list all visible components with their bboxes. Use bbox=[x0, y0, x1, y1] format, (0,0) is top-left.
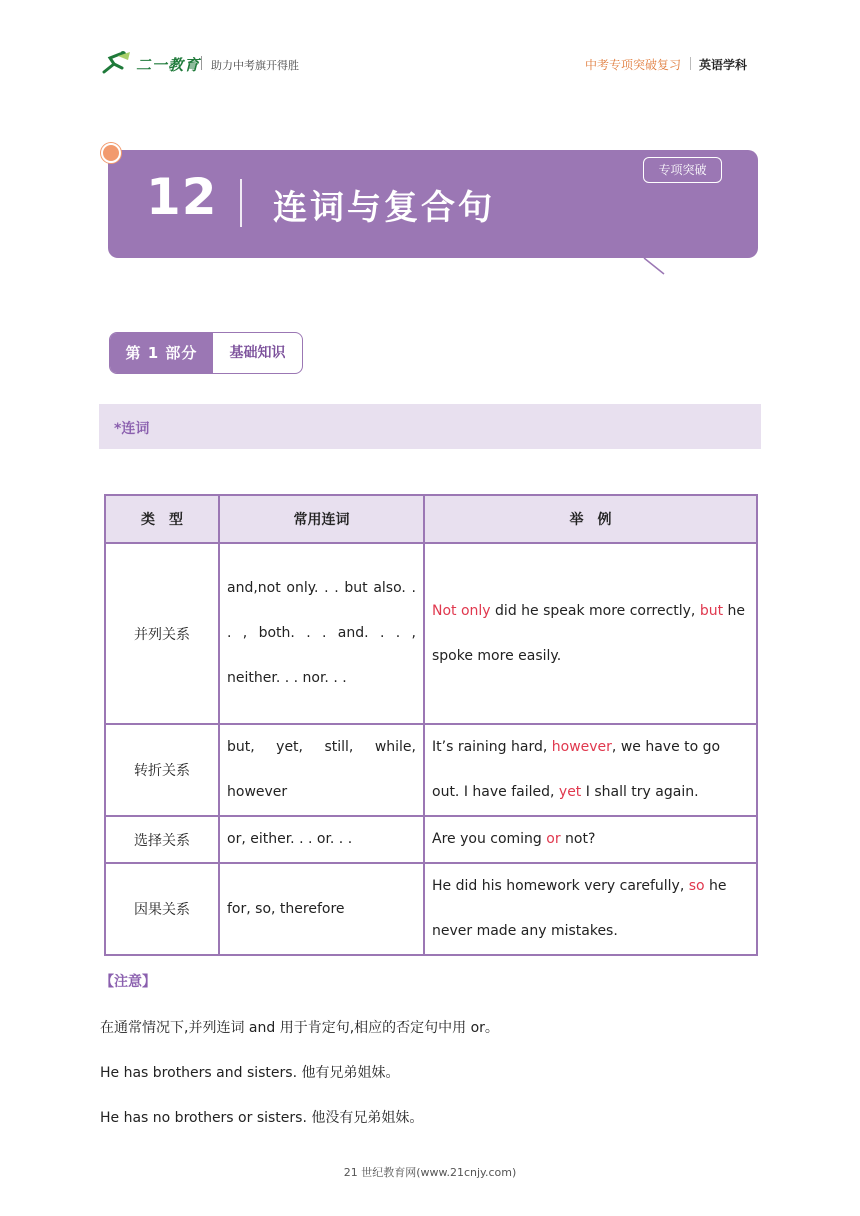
chapter-title: 连词与复合句 bbox=[273, 188, 495, 228]
relation-type: 选择关系 bbox=[105, 816, 219, 863]
table-row bbox=[105, 863, 757, 955]
banner-tail-decoration bbox=[640, 256, 670, 280]
subheader-band bbox=[99, 404, 761, 449]
banner-tag: 专项突破 bbox=[643, 157, 722, 183]
example-text: he spoke more easily. bbox=[432, 602, 746, 664]
example-sentence bbox=[424, 724, 757, 816]
conjunction-table bbox=[104, 494, 758, 956]
example-sentence bbox=[424, 543, 757, 724]
highlighted-conjunction: Not only bbox=[432, 602, 491, 619]
table-row bbox=[105, 816, 757, 863]
example-text: He did his homework very carefully, bbox=[432, 878, 689, 894]
note-line: He has brothers and sisters. 他有兄弟姐妹。 bbox=[100, 1065, 400, 1081]
highlighted-conjunction: yet bbox=[558, 784, 582, 800]
runner-logo-icon bbox=[100, 50, 134, 76]
table-row bbox=[105, 724, 757, 816]
conjunction-list: and,not only. . . but also. . . , both. . . and. . . , neither. . . nor. . . bbox=[219, 543, 424, 724]
logo-text: 二一教育 bbox=[136, 56, 201, 74]
example-text: , we have to go out. I have failed, bbox=[432, 739, 721, 800]
subheader-text: *连词 bbox=[114, 421, 150, 437]
relation-type: 因果关系 bbox=[105, 863, 219, 955]
header-conjunctions: 常用连词 bbox=[219, 495, 424, 543]
highlighted-conjunction: so bbox=[688, 878, 705, 894]
header-subject: 英语学科 bbox=[699, 58, 748, 72]
header-series-label: 中考专项突破复习 bbox=[585, 58, 682, 72]
example-text: I shall try again. bbox=[581, 784, 699, 800]
example-text: did he speak more correctly, bbox=[490, 602, 700, 619]
section-part: 第 1 部分 bbox=[110, 333, 213, 373]
header-type: 类 型 bbox=[105, 495, 219, 543]
banner-dot-decoration bbox=[101, 143, 121, 163]
header-example: 举 例 bbox=[424, 495, 757, 543]
highlighted-conjunction: or bbox=[546, 831, 561, 847]
highlighted-conjunction: but bbox=[699, 602, 724, 619]
example-text: It’s raining hard, bbox=[432, 739, 552, 755]
example-text: not? bbox=[560, 831, 596, 847]
relation-type: 并列关系 bbox=[105, 543, 219, 724]
conjunction-list: for, so, therefore bbox=[219, 863, 424, 955]
example-sentence bbox=[424, 816, 757, 863]
page-footer: 21 世纪教育网(www.21cnjy.com) bbox=[343, 1166, 517, 1179]
header-right-divider bbox=[690, 57, 691, 70]
banner-divider bbox=[240, 179, 242, 227]
chapter-number: 12 bbox=[146, 168, 218, 226]
highlighted-conjunction: however bbox=[551, 739, 612, 755]
example-text: Are you coming bbox=[432, 831, 547, 847]
relation-type: 转折关系 bbox=[105, 724, 219, 816]
section-label bbox=[109, 332, 303, 374]
section-name: 基础知识 bbox=[229, 345, 286, 361]
header-slogan: 助力中考旗开得胜 bbox=[211, 59, 299, 72]
example-text: he never made any mistakes. bbox=[432, 878, 727, 939]
table-header-row bbox=[105, 495, 757, 543]
conjunction-list: or, either. . . or. . . bbox=[219, 816, 424, 863]
example-sentence bbox=[424, 863, 757, 955]
note-line: 在通常情况下,并列连词 and 用于肯定句,相应的否定句中用 or。 bbox=[100, 1020, 499, 1036]
header-divider bbox=[201, 56, 202, 70]
note-line: He has no brothers or sisters. 他没有兄弟姐妹。 bbox=[100, 1110, 424, 1126]
table-row bbox=[105, 543, 757, 724]
note-title: 【注意】 bbox=[100, 974, 156, 990]
conjunction-list: but, yet, still, while, however bbox=[219, 724, 424, 816]
